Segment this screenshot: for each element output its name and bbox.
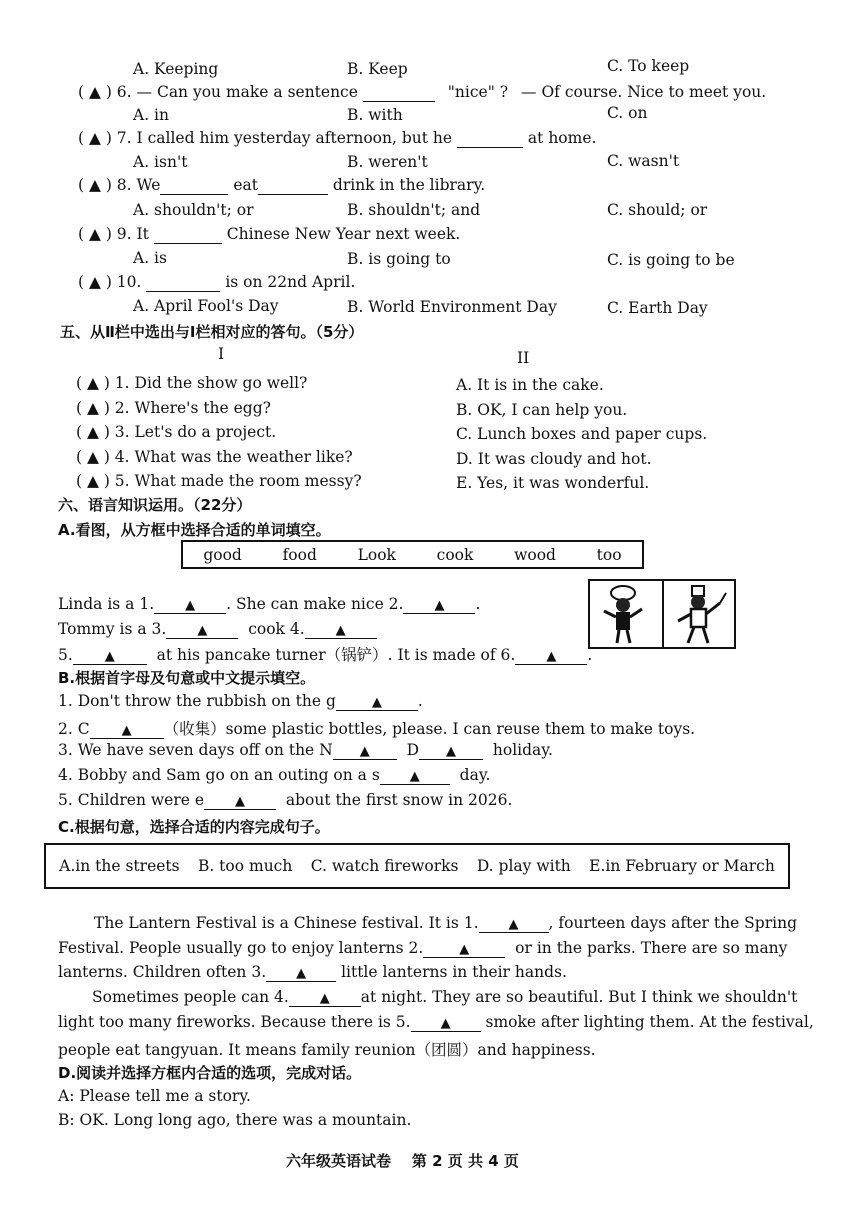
triangle-mark: ▲ [434,598,445,613]
triangle-mark: ▲ [235,794,246,809]
option-item: C. watch fireworks [310,857,459,875]
q6-option-a: A. in [133,106,169,124]
triangle-mark: ▲ [197,623,208,638]
question-stem: — Can you make a sentence [136,83,358,101]
matching-answer: C. Lunch boxes and paper cups. [456,425,708,443]
sentence-text: . [587,646,593,664]
matching-item: ( ▲ ) 1. Did the show go well? [76,374,308,392]
question-6 [78,83,766,102]
word-bank-item: Look [357,545,396,564]
options-box [44,843,790,889]
part-b-q5 [58,791,512,810]
dialogue-line-a: A: Please tell me a story. [58,1087,251,1105]
answer-blank[interactable] [160,176,228,195]
word-bank-item: wood [514,545,556,564]
answer-blank[interactable] [457,129,523,148]
passage-text: at night. They are so beautiful. But I think we shouldn't [360,988,798,1006]
question-9 [78,225,460,244]
question-number: ( ▲ ) 8. [78,176,132,194]
question-stem: I called him yesterday afternoon, but he [136,129,453,147]
triangle-mark: ▲ [508,917,519,932]
question-number: ( ▲ ) 10. [78,273,142,291]
part-a-line-1 [58,595,480,614]
column-1-heading: I [218,345,225,363]
q9-option-a: A. is [133,249,167,267]
word-bank-item: food [282,545,317,564]
matching-item: ( ▲ ) 4. What was the weather like? [76,447,353,466]
passage-text: Sometimes people can 4. [92,988,289,1006]
answer-blank[interactable] [154,595,226,614]
answer-blank[interactable] [363,83,435,102]
answer-blank[interactable] [419,741,483,760]
part-c-title: C.根据句意，选择合适的内容完成句子。 [58,818,330,836]
matching-right-column [456,373,707,496]
passage-text: light too many fireworks. Because there is 5. [58,1013,411,1031]
passage-line-5 [58,1013,814,1032]
sentence-text: cook 4. [248,620,305,638]
answer-blank[interactable] [479,914,549,933]
question-stem: "nice" ? [447,83,509,101]
question-stem: eat [233,176,258,194]
matching-item: ( ▲ ) 3. Let's do a project. [76,423,277,441]
question-stem: We [136,176,161,194]
passage-text: Festival. People usually go to enjoy lanterns 2. [58,939,424,957]
answer-blank[interactable] [204,791,276,810]
option-item: A.in the streets [59,857,180,875]
cook-picture-image [664,581,734,647]
triangle-mark: ▲ [459,942,470,957]
passage-line-3 [58,963,567,982]
sentence-text: 5. Children were e [58,791,205,809]
answer-blank[interactable] [305,620,377,639]
word-bank [181,540,644,569]
q5-option-a: A. Keeping [133,60,219,78]
part-b-title: B.根据首字母及句意或中文提示填空。 [58,669,316,687]
question-number: ( ▲ ) 7. [78,129,132,147]
sentence-text: Linda is a 1. [58,595,155,613]
matching-answer: B. OK, I can help you. [456,400,628,419]
part-b-q4 [58,766,490,785]
passage-line-6: people eat tangyuan. It means family reunion（团圆）and happiness. [58,1041,596,1059]
sentence-text: holiday. [492,741,553,759]
passage-line-2 [58,939,787,958]
question-stem: drink in the library. [332,176,486,194]
matching-item: ( ▲ ) 2. Where's the egg? [76,398,271,417]
question-stem: Chinese New Year next week. [226,225,461,243]
sentence-text: Tommy is a 3. [58,620,167,638]
sentence-text: 2. C [58,720,90,738]
dialogue-line-b: B: OK. Long long ago, there was a mountain. [58,1111,412,1129]
section-5-title: 五、从Ⅱ栏中选出与Ⅰ栏相对应的答句。（5分） [60,323,364,341]
triangle-mark: ▲ [121,723,132,738]
question-stem: at home. [527,129,597,147]
passage-text: The Lantern Festival is a Chinese festival. It is 1. [94,914,479,932]
answer-blank[interactable] [266,963,336,982]
option-item: E.in February or March [589,857,775,875]
triangle-mark: ▲ [446,744,457,759]
question-stem: It [136,225,149,243]
answer-blank[interactable] [515,646,587,665]
question-10 [78,273,355,292]
q8-option-a: A. shouldn't; or [133,201,254,219]
sentence-text: day. [459,766,491,784]
column-2-heading: II [517,349,530,367]
triangle-mark: ▲ [440,1016,451,1031]
triangle-mark: ▲ [546,649,557,664]
sentence-text: 4. Bobby and Sam go on an outing on a s [58,766,380,784]
matching-answer: D. It was cloudy and hot. [456,449,652,468]
option-item: B. too much [197,857,293,875]
answer-blank[interactable] [289,988,361,1007]
answer-blank[interactable] [403,595,475,614]
sentence-text: at his pancake turner（锅铲）. It is made of 6. [156,646,516,664]
passage-line-4 [92,988,797,1007]
q5-option-b: B. Keep [347,60,408,78]
part-b-q1 [58,692,423,711]
triangle-mark: ▲ [319,991,330,1006]
matching-answer: E. Yes, it was wonderful. [456,474,650,492]
sentence-text: D [406,741,420,759]
answer-blank[interactable] [336,692,418,711]
part-d-title: D.阅读并选择方框内合适的选项，完成对话。 [58,1064,362,1082]
word-bank-item: good [203,545,242,564]
part-a-line-2 [58,620,377,639]
sentence-text: about the first snow in 2026. [285,791,513,809]
q9-option-b: B. is going to [347,250,451,268]
sentence-text: 1. Don't throw the rubbish on the g [58,692,336,710]
triangle-mark: ▲ [104,649,115,664]
sentence-text: . She can make nice 2. [226,595,404,613]
sentence-text: 5. [58,646,73,664]
answer-blank[interactable] [154,225,222,244]
question-8 [78,176,485,195]
question-number: ( ▲ ) 6. [78,83,132,101]
triangle-mark: ▲ [296,966,307,981]
question-number: ( ▲ ) 9. [78,225,132,243]
question-response: — Of course. Nice to meet you. [521,83,767,101]
part-a-title: A.看图，从方框中选择合适的单词填空。 [58,521,331,539]
triangle-mark: ▲ [359,744,370,759]
q7-option-c: C. wasn't [607,152,680,170]
q8-option-b: B. shouldn't; and [347,201,481,219]
answer-blank[interactable] [73,646,147,665]
part-a-line-3 [58,643,592,665]
sentence-text: 3. We have seven days off on the N [58,741,333,759]
q10-option-c: C. Earth Day [607,299,708,317]
answer-blank[interactable] [166,620,238,639]
passage-text: or in the parks. There are so many [515,939,788,957]
q7-option-a: A. isn't [133,153,188,171]
part-b-q2 [58,717,695,739]
q8-option-c: C. should; or [607,201,708,219]
answer-blank[interactable] [411,1013,481,1032]
q6-option-c: C. on [607,104,648,122]
question-stem: is on 22nd April. [225,273,356,291]
section-6-title: 六、语言知识运用。（22分） [58,496,252,514]
q7-option-b: B. weren't [347,153,428,171]
sentence-text: （收集）some plastic bottles, please. I can reuse them to make toys. [163,720,696,738]
passage-text: , fourteen days after the Spring [548,914,797,932]
passage-text: smoke after lighting them. At the festival, [485,1013,814,1031]
part-b-q3 [58,741,553,760]
q6-option-b: B. with [347,106,403,124]
triangle-mark: ▲ [185,598,196,613]
passage-text: lanterns. Children often 3. [58,963,267,981]
q10-option-b: B. World Environment Day [347,298,557,316]
q9-option-c: C. is going to be [607,251,735,269]
sentence-text: . [475,595,481,613]
answer-blank[interactable] [146,273,220,292]
page-footer: 六年级英语试卷 第 2 页 共 4 页 [286,1152,519,1170]
answer-blank[interactable] [90,720,164,739]
answer-blank[interactable] [258,176,328,195]
matching-item: ( ▲ ) 5. What made the room messy? [76,472,362,490]
picture-panel [588,579,736,649]
answer-blank[interactable] [380,766,450,785]
q10-option-a: A. April Fool's Day [133,297,279,315]
sentence-text: . [417,692,423,710]
chef-picture-image [590,581,664,647]
triangle-mark: ▲ [335,623,346,638]
answer-blank[interactable] [333,741,397,760]
option-item: D. play with [476,857,571,875]
matching-answer: A. It is in the cake. [456,376,604,394]
answer-blank[interactable] [423,939,505,958]
triangle-mark: ▲ [371,695,382,710]
q5-option-c: C. To keep [607,57,690,75]
triangle-mark: ▲ [409,769,420,784]
matching-left-column [76,371,362,494]
word-bank-item: cook [436,545,474,564]
passage-text: little lanterns in their hands. [341,963,567,981]
word-bank-item: too [596,545,622,564]
passage-line-1 [94,914,797,933]
question-7 [78,129,596,148]
